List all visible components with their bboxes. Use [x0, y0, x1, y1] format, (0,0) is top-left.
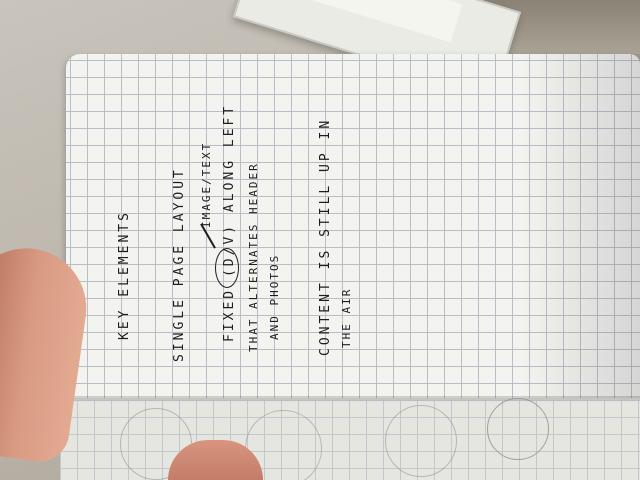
faint-sketch-circle — [487, 398, 549, 460]
note-line-5: CONTENT IS STILL UP IN — [318, 117, 333, 356]
note-line-4: AND PHOTOS — [268, 253, 281, 340]
note-line-3: THAT ALTERNATES HEADER — [247, 162, 260, 352]
faint-sketch-circle — [385, 405, 457, 477]
notebook-spine — [60, 396, 640, 402]
note-heading: KEY ELEMENTS — [117, 210, 132, 340]
ink-circle-mark — [215, 248, 239, 288]
note-line-1: SINGLE PAGE LAYOUT — [172, 167, 187, 362]
note-line-2: FIXED (D/V) ALONG LEFT — [222, 103, 237, 342]
note-annotation: IMAGE/TEXT — [200, 141, 213, 228]
page-shadow — [520, 54, 640, 404]
note-line-6: THE AIR — [340, 287, 353, 348]
